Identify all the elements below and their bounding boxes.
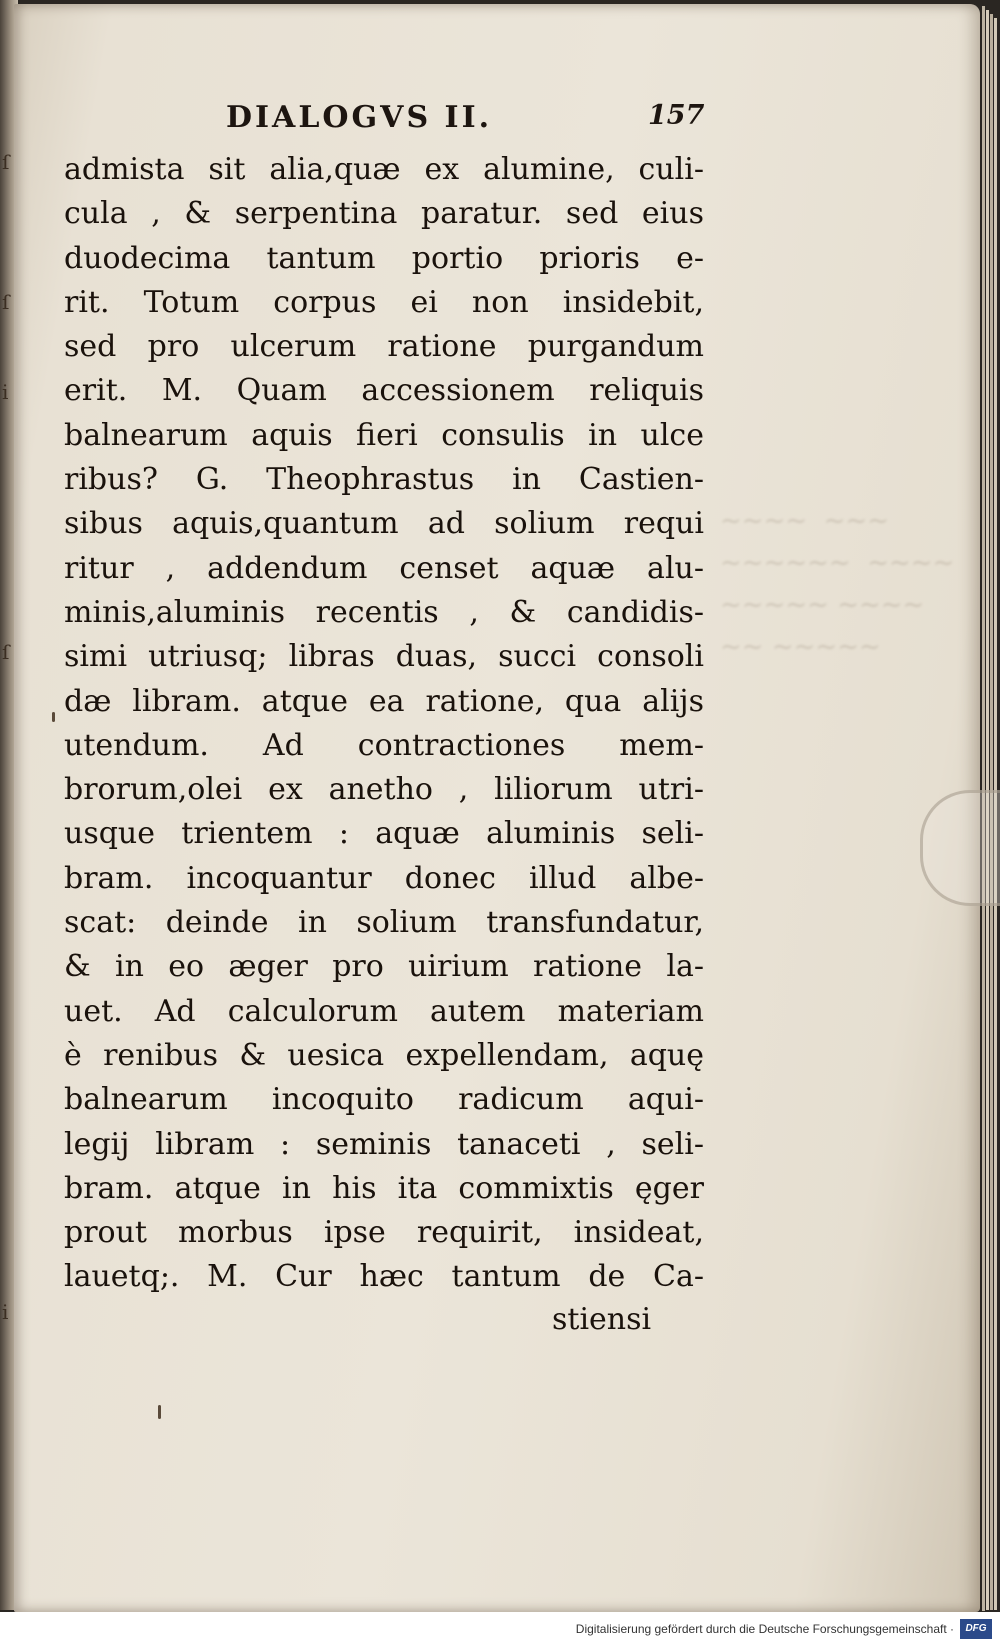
catchword: stiensi <box>552 1302 652 1337</box>
dfg-logo: DFG <box>960 1619 992 1639</box>
text-line: balnearum aquis fieri consulis in ulce <box>64 417 704 453</box>
text-line: scat: deinde in solium transfundatur, <box>64 905 704 941</box>
text-line: è renibus & uesica expellendam, aquę <box>64 1037 704 1073</box>
text-line: sibus aquis,quantum ad solium requi <box>64 506 704 542</box>
show-through-text: ~~~~ ~~~ ~~~~~~ ~~~~ ~~~~~ ~~~~ ~~ ~~~~~ <box>720 506 955 662</box>
text-line: erit. M. Quam accessionem reliquis <box>64 373 704 409</box>
running-head: DIALOGVS II. <box>226 100 493 135</box>
facing-page-sliver: ſ ſ i ſ i <box>2 150 10 1324</box>
text-line: ribus? G. Theophrastus in Castien- <box>64 462 704 498</box>
text-line: cula , & serpentina paratur. sed eius <box>64 196 704 232</box>
text-line: uet. Ad calculorum autem materiam <box>64 993 704 1029</box>
text-line: legij libram : seminis tanaceti , seli- <box>64 1126 704 1162</box>
text-block <box>64 148 704 1300</box>
text-line: simi utriusq; libras duas, succi consoli <box>64 639 704 675</box>
text-line: lauetq;. M. Cur hæc tantum de Ca- <box>64 1259 704 1295</box>
text-line: rit. Totum corpus ei non insidebit, <box>64 284 704 320</box>
text-line: duodecima tantum portio prioris e- <box>64 240 704 276</box>
text-line: bram. atque in his ita commixtis ęger <box>64 1170 704 1206</box>
page-number: 157 <box>648 100 705 131</box>
digitization-footer <box>0 1612 1000 1649</box>
text-line: sed pro ulcerum ratione purgandum <box>64 329 704 365</box>
text-line: admista sit alia,quæ ex alumine, culi- <box>64 152 704 187</box>
text-line: usque trientem : aquæ aluminis seli- <box>64 816 704 852</box>
text-line: balnearum incoquito radicum aqui- <box>64 1082 704 1118</box>
text-line: minis,aluminis recentis , & candidis- <box>64 594 704 630</box>
text-line: & in eo æger pro uirium ratione la- <box>64 949 704 985</box>
text-line: bram. incoquantur donec illud albe- <box>64 860 704 896</box>
ink-speck <box>158 1405 161 1419</box>
text-line: dæ libram. atque ea ratione, qua alijs <box>64 683 704 719</box>
funding-credit: Digitalisierung gefördert durch die Deutsche Forschungsgemeinschaft · <box>575 1622 954 1636</box>
text-line: utendum. Ad contractiones mem- <box>64 727 704 763</box>
text-line: ritur , addendum censet aquæ alu- <box>64 550 704 586</box>
page-clip <box>920 790 1000 906</box>
text-line: brorum,olei ex anetho , liliorum utri- <box>64 772 704 808</box>
text-line: prout morbus ipse requirit, insideat, <box>64 1215 704 1251</box>
ink-speck <box>52 712 55 722</box>
